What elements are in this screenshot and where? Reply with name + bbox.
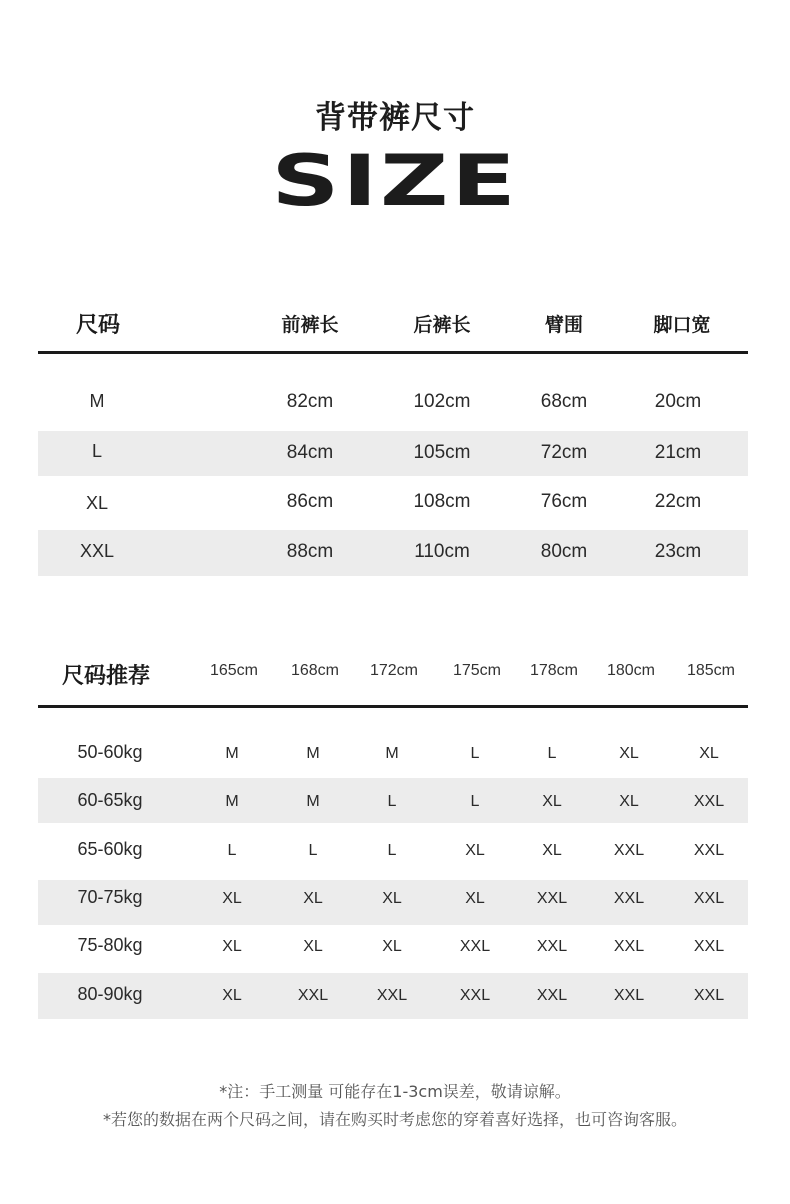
table-cell: M <box>225 745 239 762</box>
table-cell: 22cm <box>654 491 702 512</box>
weight-label: 50-60kg <box>77 742 143 762</box>
table-cell: XL <box>465 842 485 859</box>
height-header: 180cm <box>606 662 656 679</box>
table-cell: 21cm <box>654 442 702 463</box>
table-cell: XXL <box>536 987 568 1004</box>
page-title-cn: 背带裤尺寸 <box>315 100 475 136</box>
size-label: XXL <box>79 541 115 561</box>
table-cell: 108cm <box>413 491 471 512</box>
table-cell: L <box>387 793 397 810</box>
recommend-table-label: 尺码推荐 <box>62 664 151 689</box>
table-cell: XXL <box>536 938 568 955</box>
table-cell: XXL <box>693 938 725 955</box>
table-cell: XXL <box>613 938 645 955</box>
table-cell: XL <box>222 890 242 907</box>
measurement-note: *注：手工测量 可能存在1-3cm误差，敬请谅解。 <box>219 1082 571 1101</box>
table-cell: XXL <box>297 987 329 1004</box>
table-cell: XL <box>222 938 242 955</box>
table-cell: XL <box>542 842 562 859</box>
header-divider <box>38 351 748 354</box>
table-cell: XXL <box>376 987 408 1004</box>
table-cell: M <box>225 793 239 810</box>
table-cell: XL <box>619 745 639 762</box>
height-header: 178cm <box>529 662 579 679</box>
table-cell: XL <box>303 890 323 907</box>
height-header: 172cm <box>369 662 419 679</box>
table-cell: XXL <box>693 842 725 859</box>
table-cell: XL <box>465 890 485 907</box>
table-cell: XL <box>382 938 402 955</box>
table-cell: 20cm <box>654 391 702 412</box>
size-label: M <box>89 391 105 411</box>
table-cell: 82cm <box>286 391 334 412</box>
column-header-arm-circumference: 臂围 <box>544 314 583 336</box>
weight-label: 70-75kg <box>77 887 143 907</box>
table-cell: L <box>308 842 318 859</box>
height-header: 175cm <box>452 662 502 679</box>
height-header: 185cm <box>686 662 736 679</box>
table-cell: XXL <box>693 793 725 810</box>
table-cell: 76cm <box>540 491 588 512</box>
column-header-front-length: 前裤长 <box>281 314 339 336</box>
table-cell: L <box>547 745 557 762</box>
table-cell: XL <box>303 938 323 955</box>
table-cell: L <box>470 793 480 810</box>
table-cell: XXL <box>459 938 491 955</box>
size-label: L <box>91 441 102 461</box>
table-cell: XXL <box>613 890 645 907</box>
height-header: 168cm <box>290 662 340 679</box>
size-label: XL <box>85 493 109 513</box>
weight-label: 65-60kg <box>77 839 143 859</box>
table-cell: 110cm <box>414 541 470 562</box>
table-cell: XXL <box>613 987 645 1004</box>
table-cell: XL <box>382 890 402 907</box>
table-cell: XXL <box>459 987 491 1004</box>
table-cell: L <box>227 842 237 859</box>
table-cell: 88cm <box>286 541 334 562</box>
header-divider <box>38 705 748 708</box>
column-header-leg-opening: 脚口宽 <box>653 314 711 336</box>
height-header: 165cm <box>209 662 259 679</box>
table-cell: 102cm <box>413 391 471 412</box>
weight-label: 60-65kg <box>77 790 143 810</box>
table-cell: XXL <box>693 890 725 907</box>
table-cell: 68cm <box>540 391 588 412</box>
table-cell: XL <box>542 793 562 810</box>
table-cell: 84cm <box>286 442 334 463</box>
table-cell: L <box>387 842 397 859</box>
size-advice-note: *若您的数据在两个尺码之间，请在购买时考虑您的穿着喜好选择，也可咨询客服。 <box>102 1110 687 1129</box>
table-cell: 80cm <box>540 541 588 562</box>
table-cell: 86cm <box>286 491 334 512</box>
size-table-label: 尺码 <box>76 313 121 338</box>
table-cell: L <box>470 745 480 762</box>
page-title-en: SIZE <box>271 140 519 222</box>
table-cell: XL <box>222 987 242 1004</box>
weight-label: 80-90kg <box>77 984 143 1004</box>
table-cell: XL <box>699 745 719 762</box>
table-cell: XXL <box>693 987 725 1004</box>
table-cell: 23cm <box>654 541 702 562</box>
table-cell: XXL <box>536 890 568 907</box>
table-cell: M <box>306 793 320 810</box>
weight-label: 75-80kg <box>77 935 143 955</box>
column-header-back-length: 后裤长 <box>413 314 471 336</box>
table-cell: 72cm <box>540 442 588 463</box>
table-cell: XL <box>619 793 639 810</box>
table-cell: XXL <box>613 842 645 859</box>
table-cell: M <box>306 745 320 762</box>
table-cell: M <box>385 745 399 762</box>
table-cell: 105cm <box>413 442 471 463</box>
